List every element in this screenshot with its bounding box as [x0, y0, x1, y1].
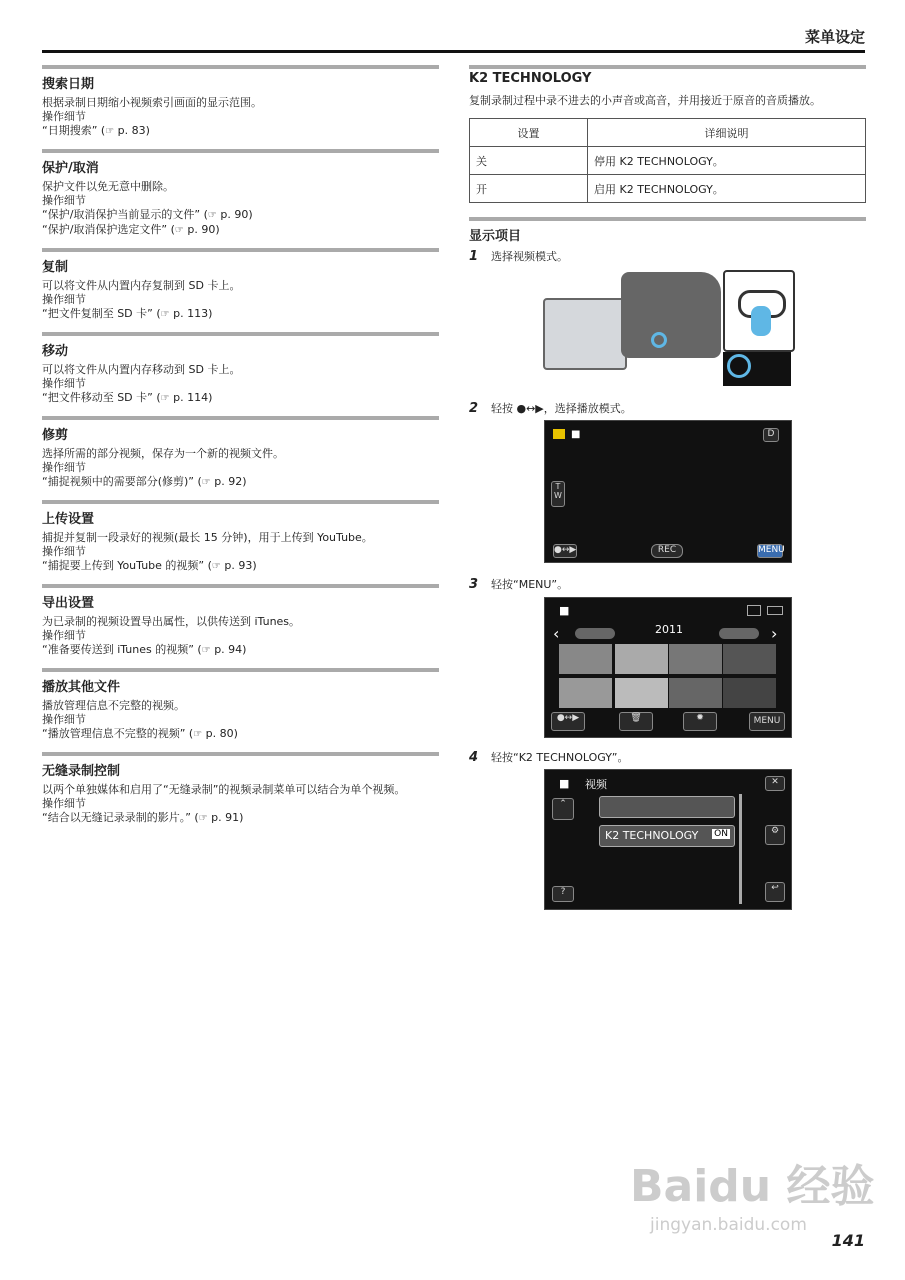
video-camera-icon: ■: [571, 429, 581, 440]
link-text: “结合以无缝记录录制的影片。” (: [42, 811, 199, 824]
year-label: 2011: [655, 623, 683, 636]
watermark-logo: Baidu 经验: [630, 1161, 875, 1212]
section-label: 操作细节: [42, 797, 86, 810]
help-icon[interactable]: ?: [552, 886, 574, 902]
section-link[interactable]: [42, 643, 439, 658]
play-mode-button[interactable]: ●↔▶: [551, 712, 585, 731]
page-ref: ☞ p. 93): [212, 559, 257, 572]
date-pill[interactable]: [719, 628, 759, 639]
section-title: 移动: [42, 344, 69, 359]
link-text: “播放管理信息不完整的视频” (: [42, 727, 194, 740]
camera-body: [621, 272, 721, 358]
section-divider: [42, 500, 439, 504]
section-desc: 根据录制日期缩小视频索引画面的显示范围。: [42, 96, 262, 109]
menu-button[interactable]: MENU: [757, 544, 783, 558]
section-divider: [42, 65, 439, 69]
section-protect: [42, 149, 439, 238]
section-label: 操作细节: [42, 110, 86, 123]
trash-icon[interactable]: 🗑: [619, 712, 653, 731]
menu-title: 视频: [585, 778, 607, 791]
menu-item-k2[interactable]: [599, 825, 735, 847]
gear-icon[interactable]: ⚙: [765, 825, 785, 845]
section-divider: [42, 584, 439, 588]
highlight-circle-icon: [651, 332, 667, 348]
battery-icon: [767, 606, 783, 615]
thumbnail[interactable]: [723, 678, 776, 708]
camera-illustration: [543, 268, 793, 388]
page-ref: ☞ p. 114): [161, 391, 213, 404]
link-text: “日期搜索” (: [42, 124, 106, 137]
step-4: [469, 749, 629, 765]
link-text: “捕捉要上传到 YouTube 的视频” (: [42, 559, 212, 572]
thumbnail[interactable]: [559, 644, 612, 674]
thumbnail[interactable]: [669, 644, 722, 674]
table-cell: 停用 K2 TECHNOLOGY。: [588, 147, 866, 175]
section-title: 搜索日期: [42, 77, 95, 92]
video-camera-icon: ■: [559, 777, 570, 790]
camera-screen: [543, 298, 627, 370]
link-text: “保护/取消保护当前显示的文件” (: [42, 208, 208, 221]
section-trim: [42, 416, 439, 490]
section-divider: [42, 332, 439, 336]
table-cell: 启用 K2 TECHNOLOGY。: [588, 175, 866, 203]
section-label: 操作细节: [42, 713, 86, 726]
index-screen: [544, 597, 792, 738]
page-ref: ☞ p. 113): [161, 307, 213, 320]
menu-button[interactable]: MENU: [749, 712, 785, 731]
chevron-up-icon[interactable]: ⌃: [552, 798, 574, 820]
section-copy: [42, 248, 439, 322]
thumbnail[interactable]: [669, 678, 722, 708]
page-ref: ☞ p. 80): [193, 727, 238, 740]
page-ref: ☞ p. 90): [208, 208, 253, 221]
next-arrow-icon[interactable]: ›: [771, 624, 778, 643]
k2-desc: 复制录制过程中录不进去的小声音或高音，并用接近于原音的音质播放。: [469, 94, 821, 107]
page-number: 141: [831, 1231, 865, 1250]
section-title: 上传设置: [42, 512, 95, 527]
section-label: 操作细节: [42, 461, 86, 474]
section-divider: [42, 416, 439, 420]
section-desc: 可以将文件从内置内存移动到 SD 卡上。: [42, 363, 241, 376]
sd-icon: [747, 605, 761, 616]
section-title: 修剪: [42, 428, 69, 443]
section-label: 操作细节: [42, 629, 86, 642]
link-text: “把文件移动至 SD 卡” (: [42, 391, 161, 404]
section-link[interactable]: [42, 391, 439, 406]
section-title: 保护/取消: [42, 161, 99, 176]
section-title: 播放其他文件: [42, 680, 121, 695]
prev-arrow-icon[interactable]: ‹: [553, 624, 560, 643]
menu-item-label: K2 TECHNOLOGY: [605, 829, 699, 842]
section-label: 操作细节: [42, 377, 86, 390]
section-link[interactable]: [42, 124, 439, 139]
section-play-other: [42, 668, 439, 742]
section-title: 导出设置: [42, 596, 95, 611]
page-ref: ☞ p. 92): [202, 475, 247, 488]
section-link[interactable]: [42, 559, 439, 574]
section-label: 操作细节: [42, 545, 86, 558]
section-divider: [42, 752, 439, 756]
step-number: 2: [469, 401, 479, 416]
section-link[interactable]: [42, 811, 439, 826]
section-title: 无缝录制控制: [42, 764, 121, 779]
section-link[interactable]: [42, 208, 439, 223]
section-divider: [42, 149, 439, 153]
watermark-url: jingyan.baidu.com: [650, 1215, 807, 1235]
thumbnail[interactable]: [615, 678, 668, 708]
section-title: 复制: [42, 260, 69, 275]
step-3: [469, 576, 568, 592]
play-mode-button[interactable]: ●↔▶: [553, 544, 577, 558]
section-desc: 可以将文件从内置内存复制到 SD 卡上。: [42, 279, 241, 292]
section-divider: [42, 668, 439, 672]
table-header: 设置: [470, 119, 588, 147]
table-header: 详细说明: [588, 119, 866, 147]
step-text: 选择视频模式。: [491, 250, 568, 263]
section-link[interactable]: [42, 475, 439, 490]
thumbnail[interactable]: [615, 644, 668, 674]
section-label: 操作细节: [42, 194, 86, 207]
section-desc: 为已录制的视频设置导出属性，以供传送到 iTunes。: [42, 615, 301, 628]
section-move: [42, 332, 439, 406]
step-2: [469, 400, 632, 416]
on-badge: ON: [714, 829, 728, 839]
gear-icon[interactable]: ✹: [683, 712, 717, 731]
k2-title: K2 TECHNOLOGY: [469, 71, 592, 86]
link-text: “准备要传送到 iTunes 的视频” (: [42, 643, 202, 656]
steps-area: [469, 0, 866, 1280]
step-number: 3: [469, 577, 479, 592]
table-cell: 开: [470, 175, 588, 203]
section-upload: [42, 500, 439, 574]
section-divider: [42, 248, 439, 252]
page-ref: ☞ p. 90): [175, 223, 220, 236]
section-seamless: [42, 752, 439, 826]
highlight-circle-icon: [727, 354, 751, 378]
display-title: 显示项目: [469, 229, 522, 244]
step-text: 轻按“K2 TECHNOLOGY”。: [491, 751, 629, 764]
scroll-bar[interactable]: [739, 794, 742, 904]
section-link[interactable]: [42, 223, 439, 238]
step-number: 4: [469, 750, 479, 765]
section-export: [42, 584, 439, 658]
link-text: “捕捉视频中的需要部分(修剪)” (: [42, 475, 202, 488]
step-text: 轻按“MENU”。: [491, 578, 569, 591]
menu-item-blurred[interactable]: [599, 796, 735, 818]
section-label: 操作细节: [42, 293, 86, 306]
zoom-tw-button[interactable]: T W: [551, 481, 565, 507]
link-text: “保护/取消保护选定文件” (: [42, 223, 175, 236]
section-desc: 选择所需的部分视频，保存为一个新的视频文件。: [42, 447, 284, 460]
hand-pointer-icon: [751, 306, 771, 336]
close-icon[interactable]: ✕: [765, 776, 785, 791]
section-desc: 捕捉并复制一段录好的视频(最长 15 分钟)，用于上传到 YouTube。: [42, 531, 373, 544]
header-title: 菜单设定: [804, 28, 865, 46]
section-desc: 播放管理信息不完整的视频。: [42, 699, 185, 712]
left-column: [42, 65, 439, 836]
record-screen: [544, 420, 792, 563]
step-1: [469, 248, 568, 264]
rec-button[interactable]: REC: [651, 544, 683, 558]
thumbnail[interactable]: [559, 678, 612, 708]
link-text: “把文件复制至 SD 卡” (: [42, 307, 161, 320]
video-camera-icon: ■: [559, 604, 570, 617]
section-desc: 以两个单独媒体和启用了“无缝录制”的视频录制菜单可以结合为单个视频。: [42, 783, 406, 796]
table-cell: 关: [470, 147, 588, 175]
step-number: 1: [469, 249, 479, 264]
d-button[interactable]: D: [763, 428, 779, 442]
menu-screen: [544, 769, 792, 910]
section-link[interactable]: [42, 727, 439, 742]
thumbnail[interactable]: [723, 644, 776, 674]
section-link[interactable]: [42, 307, 439, 322]
page-ref: ☞ p. 91): [199, 811, 244, 824]
back-icon[interactable]: ↩: [765, 882, 785, 902]
section-search-date: [42, 65, 439, 139]
page-ref: ☞ p. 83): [105, 124, 150, 137]
page-ref: ☞ p. 94): [202, 643, 247, 656]
card-icon: [553, 429, 565, 439]
section-desc: 保护文件以免无意中删除。: [42, 180, 174, 193]
date-pill[interactable]: [575, 628, 615, 639]
step-text: 轻按 ●↔▶，选择播放模式。: [491, 402, 632, 415]
